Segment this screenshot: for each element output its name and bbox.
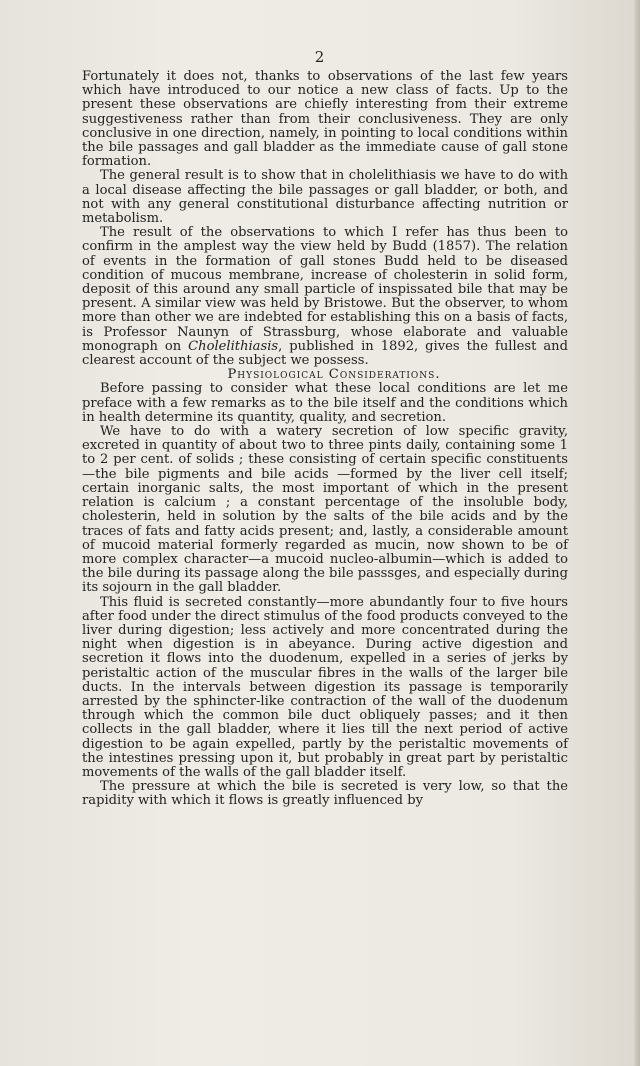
budd-text-part1: The result of the observations to which I refer has thus been to confirm in the amplest way the view held by Budd (1857). The relation of events in the formation of gall stones Budd held to be diseased condition of mucous membrane, increase of cholesterin in solid form, deposit of this around any small particle of inspissated bile that may be present. A similar view was held by Bristowe. But the observer, to whom more than other we are indebted for establishing this on a basis of facts, is Professor Naunyn of Strassburg, whose elaborate and valuable monograph on xyxy=(82,225,568,354)
body-text xyxy=(82,70,568,809)
section-heading: Physiological Considerations. xyxy=(227,367,441,383)
page-edge-shadow xyxy=(634,0,640,1066)
monograph-title: Cholelithiasis xyxy=(188,338,279,354)
paragraph-general-result: The general result is to show that in cholelithiasis we have to do with a local disease affecting the bile passages or gall bladder, or both, and not with any general constitutional disturbance affecting nutrition or metabolism. xyxy=(82,168,568,227)
paragraph-budd xyxy=(82,226,568,368)
paragraph-pressure: The pressure at which the bile is secreted is very low, so that the rapidity with which it flows is greatly influenced by xyxy=(82,779,568,809)
page-number: 2 xyxy=(314,48,326,66)
paragraph-fluid-secreted: This fluid is secreted constantly—more abundantly four to five hours after food under the direct stimulus of the food products conveyed to the liver during digestion; less actively and more concentrated during the night when digestion is in abeyance. During active digestion and secretion it flows into the duodenum, expelled in a series of jerks by peristaltic action of the muscular fibres in the walls of the larger bile ducts. In the intervals between digestion its passage is temporarily arrested by the sphincter-like contraction of the wall of the duodenum through which the common bile duct obliquely passes; and it then collects in the gall bladder, where it lies till the next period of active digestion to be again expelled, partly by the peristaltic movements of the intestines pressing upon it, but probably in great part by peristaltic movements of the walls of the gall bladder itself. xyxy=(82,594,568,780)
paragraph-watery-secretion: We have to do with a watery secretion of low specific gravity, excreted in quantity of about two to three pints daily, containing some 1 to 2 per cent. of solids ; these consisting of certain specific constituents—the bile pigments and bile acids —formed by the liver cell itself; certain inorganic salts, the most important of which in the present relation is calcium ; a constant percentage of the insoluble body, cholesterin, held in solution by the salts of the bile acids and by the traces of fats and fatty acids present; and, lastly, a considerable amount of mucoid material formerly regarded as mucin, now shown to be of more complex character—a mucoid nucleo-albumin—which is added to the bile during its passage along the bile passsges, and especially during its sojourn in the gall bladder. xyxy=(82,424,568,596)
paragraph-before-passing: Before passing to consider what these local conditions are let me preface with a few remarks as to the bile itself and the conditions which in health determine its quantity, quality, and secretion. xyxy=(82,381,568,425)
paragraph-fortunately: Fortunately it does not, thanks to observations of the last few years which have introduced to our notice a new class of facts. Up to the present these observations are chiefly interesting from their extreme suggestiveness rather than from their conclusiveness. They are only conclusive in one direction, namely, in pointing to local conditions within the bile passages and gall bladder as the immediate cause of gall stone formation. xyxy=(82,69,568,170)
budd-text-part2: , published in 1892, gives the fullest and clearest account of the subject we possess. xyxy=(82,338,568,369)
